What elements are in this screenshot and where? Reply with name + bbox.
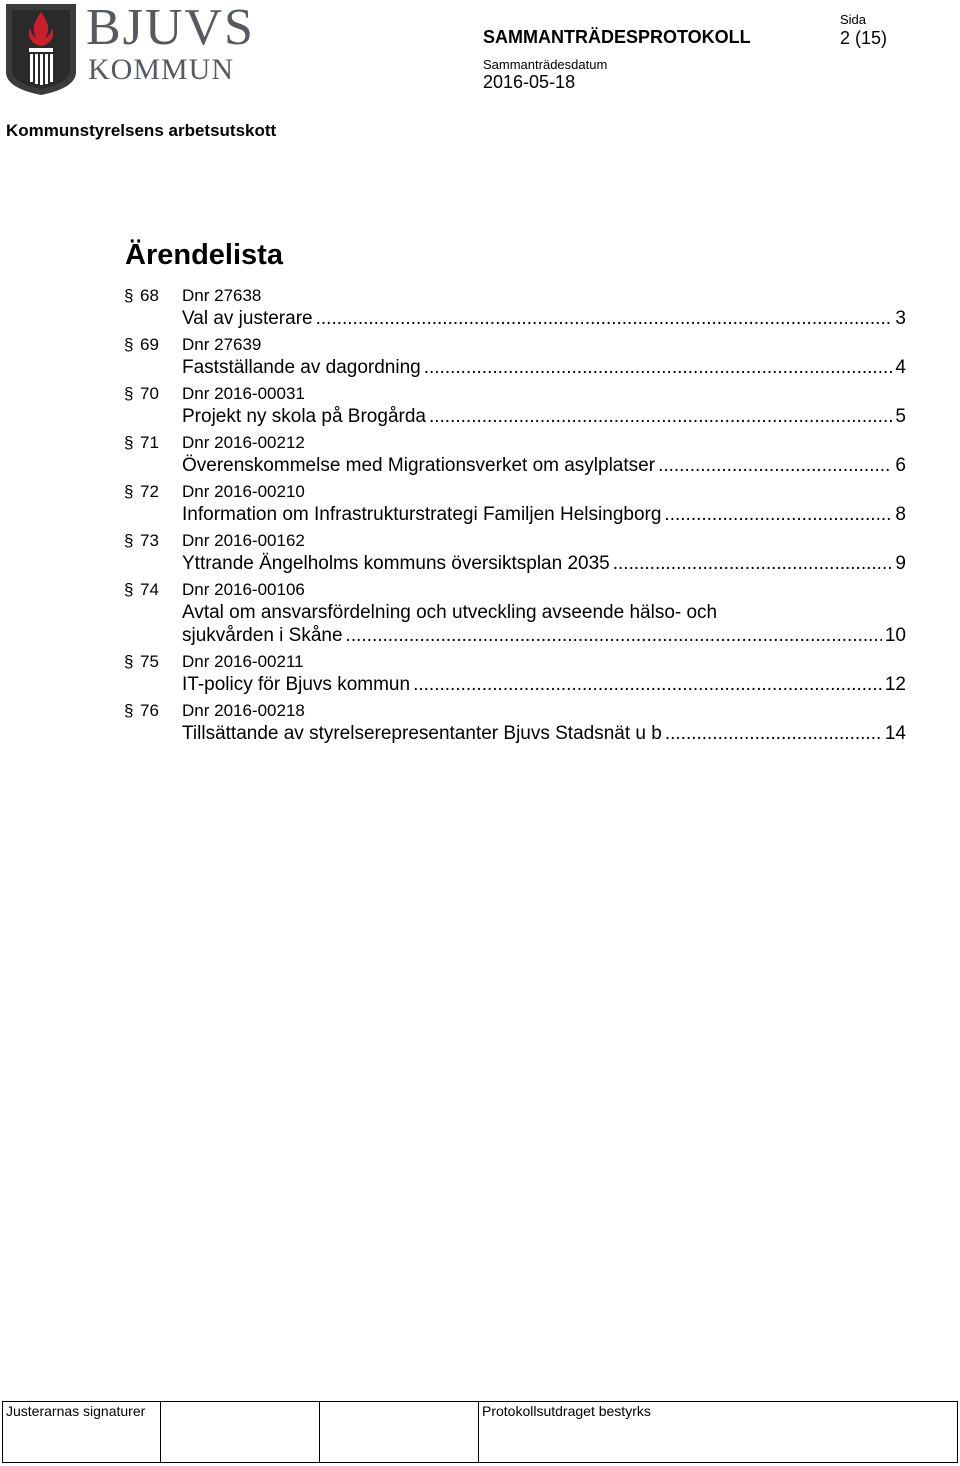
item-dnr: Dnr 2016-00218 [182, 701, 305, 720]
item-title-line2: sjukvården i Skåne [182, 625, 343, 646]
item-title: Val av justerare [182, 308, 313, 329]
item-page: 10 [884, 625, 906, 646]
leader-dots [665, 722, 882, 745]
section-symbol: § [124, 652, 134, 671]
section-symbol: § [124, 384, 134, 403]
agenda-item [124, 383, 906, 428]
leader-dots [658, 454, 892, 477]
leader-dots [664, 503, 892, 526]
agenda-item [124, 579, 906, 647]
item-title-line1: Avtal om ansvarsfördelning och utveckling avseende hälso- och [182, 602, 718, 623]
signature-table [2, 1401, 958, 1463]
leader-dots [413, 673, 882, 696]
item-dnr: Dnr 2016-00106 [182, 580, 305, 599]
agenda-item [124, 432, 906, 477]
section-symbol: § [124, 482, 134, 501]
signatures-label: Justerarnas signaturer [3, 1402, 161, 1463]
item-number: 73 [140, 531, 159, 550]
item-title: Fastställande av dagordning [182, 357, 421, 378]
item-title: IT-policy för Bjuvs kommun [182, 674, 411, 695]
item-page: 5 [895, 406, 906, 427]
item-page: 9 [895, 553, 906, 574]
item-page: 6 [895, 455, 906, 476]
meeting-date-label: Sammanträdesdatum [483, 57, 608, 72]
agenda-item [124, 334, 906, 379]
item-page: 12 [884, 674, 906, 695]
leader-dots [429, 405, 892, 428]
section-symbol: § [124, 531, 134, 550]
signature-box [320, 1402, 479, 1463]
item-title: Projekt ny skola på Brogårda [182, 406, 426, 427]
item-number: 76 [140, 701, 159, 720]
section-symbol: § [124, 335, 134, 354]
meeting-date-value: 2016-05-18 [483, 72, 576, 92]
item-title: Tillsättande av styrelserepresentanter Bjuvs Stadsnät u b [182, 723, 662, 744]
item-number: 72 [140, 482, 159, 501]
item-dnr: Dnr 2016-00211 [182, 652, 304, 671]
certified-label: Protokollsutdraget bestyrks [479, 1402, 958, 1463]
item-number: 74 [140, 580, 159, 599]
agenda-item [124, 530, 906, 575]
leader-dots [613, 552, 893, 575]
item-title: Yttrande Ängelholms kommuns översiktsplan 2035 [182, 553, 610, 574]
agenda-item [124, 651, 906, 696]
leader-dots [424, 356, 893, 379]
signature-box [161, 1402, 320, 1463]
item-dnr: Dnr 2016-00162 [182, 531, 305, 550]
item-number: 75 [140, 652, 159, 671]
section-symbol: § [124, 580, 134, 599]
municipality-shield-logo [4, 2, 78, 96]
item-number: 68 [140, 286, 159, 305]
section-symbol: § [124, 286, 134, 305]
item-dnr: Dnr 2016-00210 [182, 482, 305, 501]
item-page: 8 [895, 504, 906, 525]
logo-wordmark-kommun: KOMMUN [88, 53, 235, 86]
leader-dots [316, 307, 893, 330]
item-page: 4 [895, 357, 906, 378]
item-dnr: Dnr 2016-00212 [182, 433, 305, 452]
item-dnr: Dnr 27638 [182, 286, 262, 305]
page-label: Sida [840, 12, 867, 27]
agenda-heading: Ärendelista [125, 239, 283, 271]
logo-wordmark-bjuvs: BJUVS [86, 0, 255, 56]
page-number: 2 (15) [840, 28, 888, 48]
section-symbol: § [124, 433, 134, 452]
item-number: 70 [140, 384, 159, 403]
agenda-list [124, 285, 906, 749]
item-title: Överenskommelse med Migrationsverket om asylplatser [182, 455, 656, 476]
document-title: SAMMANTRÄDESPROTOKOLL [483, 27, 751, 47]
item-title: Information om Infrastrukturstrategi Familjen Helsingborg [182, 504, 662, 525]
leader-dots [346, 624, 882, 647]
agenda-item [124, 285, 906, 330]
item-number: 71 [140, 433, 159, 452]
committee-name: Kommunstyrelsens arbetsutskott [6, 121, 277, 140]
agenda-item [124, 481, 906, 526]
item-dnr: Dnr 27639 [182, 335, 262, 354]
agenda-item [124, 700, 906, 745]
section-symbol: § [124, 701, 134, 720]
item-number: 69 [140, 335, 159, 354]
item-page: 3 [895, 308, 906, 329]
item-dnr: Dnr 2016-00031 [182, 384, 305, 403]
item-page: 14 [884, 723, 906, 744]
